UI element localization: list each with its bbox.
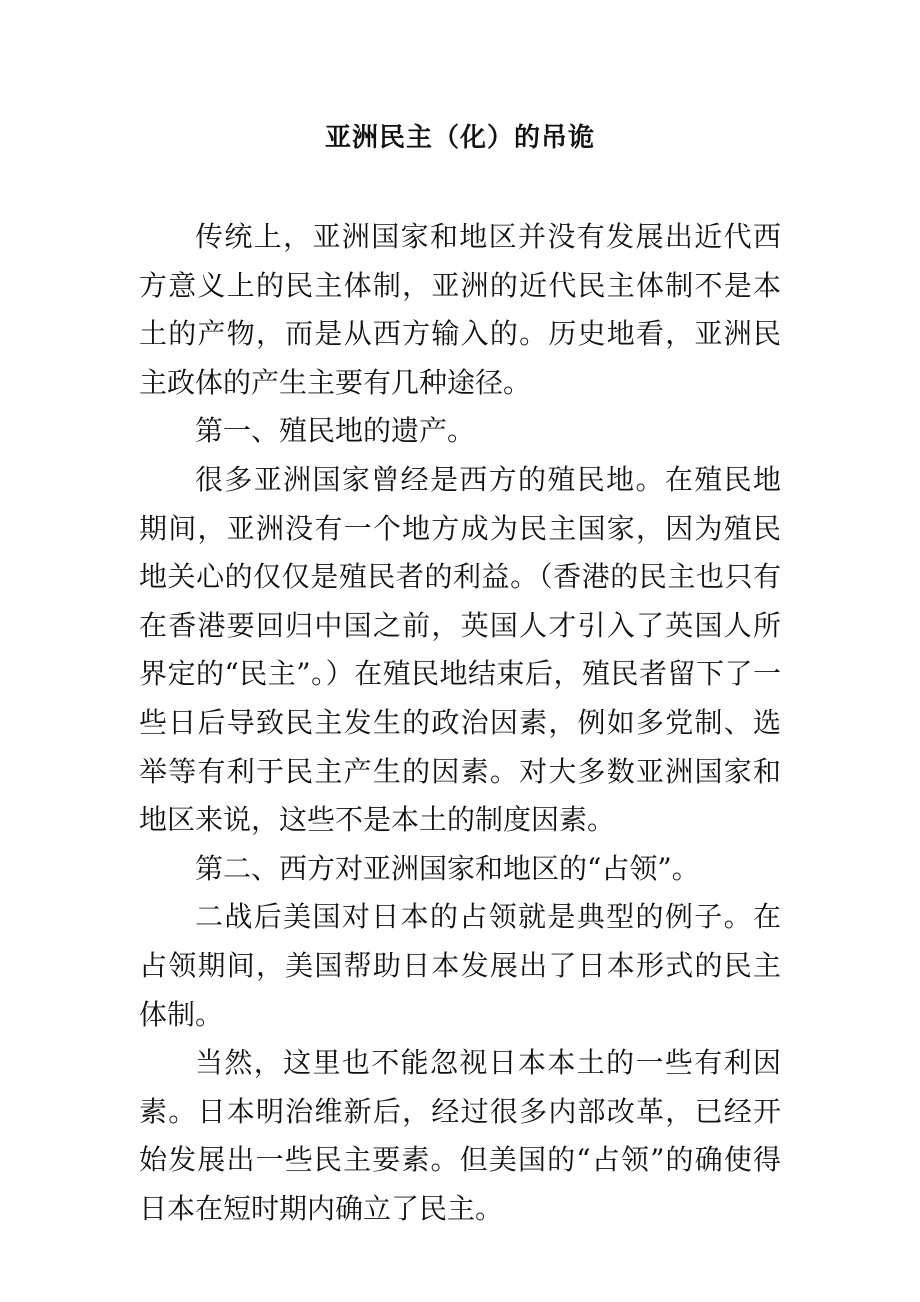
paragraph-5: 二战后美国对日本的占领就是典型的例子。在占领期间，美国帮助日本发展出了日本形式的民主体制。 — [139, 900, 781, 1031]
paragraph-2: 第一、殖民地的遗产。 — [195, 414, 476, 448]
paragraph-1: 传统上，亚洲国家和地区并没有发展出近代西方意义上的民主体制，亚洲的近代民主体制不是本土的产物，而是从西方输入的。历史地看，亚洲民主政体的产生主要有几种途径。 — [139, 220, 781, 399]
paragraph-4: 第二、西方对亚洲国家和地区的“占领”。 — [195, 851, 700, 885]
document-title: 亚洲民主（化）的吊诡 — [324, 123, 595, 153]
paragraph-6: 当然，这里也不能忽视日本本土的一些有利因素。日本明治维新后，经过很多内部改革，已经开始发展出一些民主要素。但美国的“占领”的确使得日本在短时期内确立了民主。 — [139, 1046, 781, 1225]
document-body — [139, 213, 781, 1233]
paragraph-3: 很多亚洲国家曾经是西方的殖民地。在殖民地期间，亚洲没有一个地方成为民主国家，因为殖民地关心的仅仅是殖民者的利益。（香港的民主也只有在香港要回归中国之前，英国人才引入了英国人所界定的“民主”。）在殖民地结束后，殖民者留下了一些日后导致民主发生的政治因素，例如多党制、选举等有利于民主产生的因素。对大多数亚洲国家和地区来说，这些不是本土的制度因素。 — [139, 462, 781, 837]
